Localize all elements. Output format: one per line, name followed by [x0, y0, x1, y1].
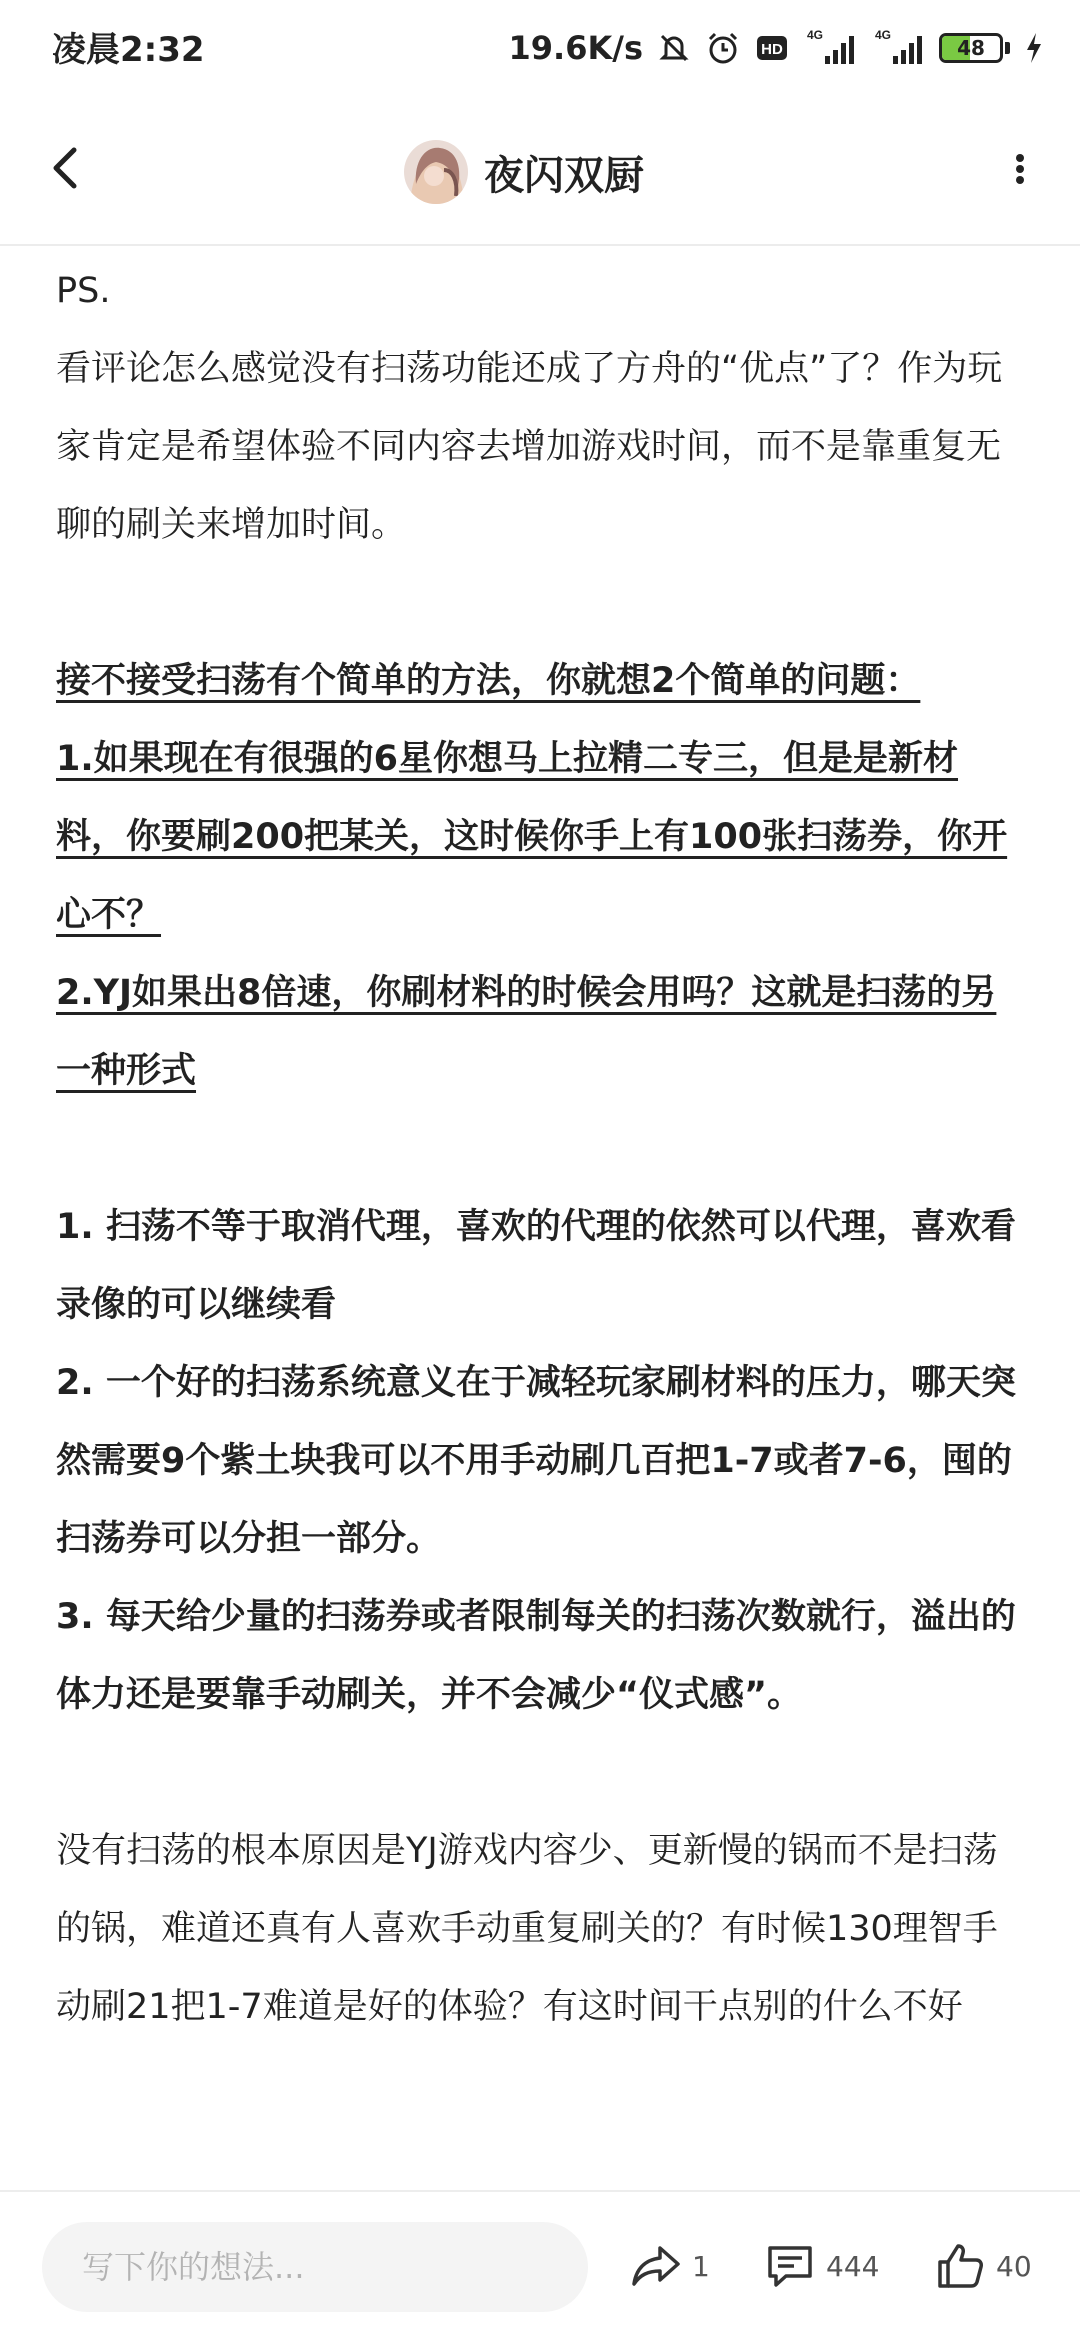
status-icons — [509, 20, 1044, 76]
post-paragraph: 没有扫荡的根本原因是YJ游戏内容少、更新慢的锅而不是扫荡的锅，难道还真有人喜欢手动重复刷关的？有时候130理智手动刷21把1-7难道是好的体验？有这时间干点别的什么不好 — [56, 1831, 998, 2027]
charging-icon — [1024, 31, 1044, 65]
post-point: 2. 一个好的扫荡系统意义在于减轻玩家刷材料的压力，哪天突然需要9个紫土块我可以不用手动刷几百把1-7或者7-6，囤的扫荡券可以分担一部分。 — [56, 1363, 1016, 1559]
alarm-icon — [705, 30, 741, 66]
author-info[interactable] — [404, 140, 644, 204]
chevron-left-icon — [36, 138, 96, 198]
mute-bell-icon — [657, 31, 691, 65]
post-content — [56, 252, 1024, 2046]
post-paragraph: 看评论怎么感觉没有扫荡功能还成了方舟的“优点”了？作为玩家肯定是希望体验不同内容去增加游戏时间，而不是靠重复无聊的刷关来增加时间。 — [56, 349, 1003, 545]
battery-level: 48 — [957, 36, 985, 60]
post-question: 1.如果现在有很强的6星你想马上拉精二专三，但是是新材料，你要刷200把某关，这时候你手上有100张扫荡券，你开心不？ — [56, 739, 1008, 935]
post-paragraph: PS. — [56, 271, 111, 311]
status-bar — [0, 0, 1080, 96]
post-point: 1. 扫荡不等于取消代理，喜欢的代理的依然可以代理，喜欢看录像的可以继续看 — [56, 1207, 1016, 1325]
page-title: 夜闪双厨 — [484, 152, 644, 199]
signal-sim2-icon — [871, 28, 925, 68]
battery-icon — [939, 33, 1010, 63]
comment-input[interactable] — [42, 2222, 588, 2312]
more-button[interactable] — [990, 138, 1050, 198]
like-count: 40 — [996, 2249, 1032, 2283]
avatar[interactable] — [404, 140, 468, 204]
back-button[interactable] — [36, 138, 96, 198]
share-icon — [630, 2240, 682, 2292]
sim1-label: 4G — [807, 28, 824, 42]
signal-sim1-icon — [803, 28, 857, 68]
net-speed: 19.6K/s — [508, 29, 643, 67]
hd-label: HD — [761, 41, 783, 58]
sim2-label: 4G — [875, 28, 892, 42]
hd-icon — [755, 31, 789, 65]
bottom-action-bar — [0, 2190, 1080, 2340]
status-time: 凌晨2:32 — [52, 30, 205, 70]
comment-count: 444 — [826, 2249, 880, 2283]
post-point: 3. 每天给少量的扫荡券或者限制每关的扫荡次数就行，溢出的体力还是要靠手动刷关，并不会减少“仪式感”。 — [56, 1597, 1016, 1715]
post-question-intro: 接不接受扫荡有个简单的方法，你就想2个简单的问题： — [56, 661, 921, 701]
share-count: 1 — [692, 2249, 710, 2283]
comment-icon — [764, 2240, 816, 2292]
thumbs-up-icon — [934, 2240, 986, 2292]
share-button[interactable] — [630, 2236, 710, 2296]
post-question: 2.YJ如果出8倍速，你刷材料的时候会用吗？这就是扫荡的另一种形式 — [56, 973, 997, 1091]
app-header — [0, 96, 1080, 246]
comments-button[interactable] — [764, 2236, 879, 2296]
more-vertical-icon — [990, 138, 1050, 198]
like-button[interactable] — [934, 2236, 1032, 2296]
